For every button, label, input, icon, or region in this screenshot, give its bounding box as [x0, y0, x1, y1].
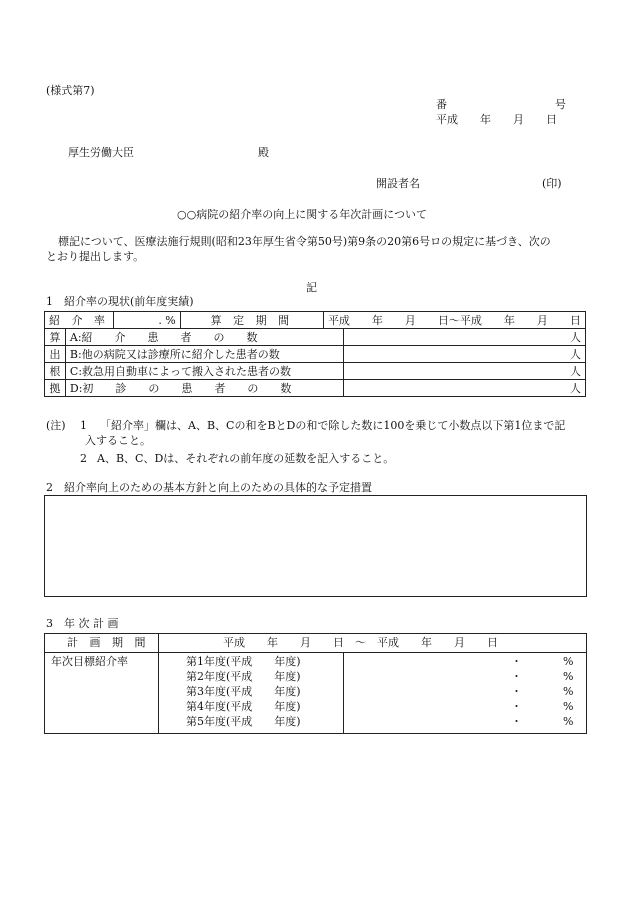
year-2-unit: %: [563, 670, 574, 683]
row-a-unit: 人: [344, 329, 586, 346]
row-b-label: B:他の病院又は診療所に紹介した患者の数: [65, 346, 343, 363]
row-c-unit: 人: [344, 363, 586, 380]
form-number: (様式第7): [46, 84, 95, 97]
plan-period-label: 計 画 期 間: [67, 636, 150, 649]
row-b-unit: 人: [344, 346, 586, 363]
founder-label: 開設者名: [376, 177, 420, 190]
number-suffix: 号: [555, 98, 566, 111]
year-2-dot: ・: [511, 670, 522, 683]
basis-char: 算: [45, 329, 66, 346]
year-4-label: 第4年度(平成 年度): [186, 700, 301, 713]
year-1-label: 第1年度(平成 年度): [186, 655, 301, 668]
year-5-label: 第5年度(平成 年度): [186, 715, 301, 728]
number-label: 番: [436, 98, 447, 111]
seal-mark: (印): [542, 177, 562, 190]
row-d-label: D:初 診 の 患 者 の 数: [65, 380, 343, 397]
year-1-dot: ・: [511, 655, 522, 668]
rate-value: . %: [114, 312, 181, 329]
ki-heading: 記: [306, 281, 317, 294]
annual-plan-table: [44, 633, 587, 734]
intro-line-1: 標記について、医療法施行規則(昭和23年厚生省令第50号)第9条の20第6号ロの規定に基づき、次の: [58, 235, 551, 248]
current-rate-table: [44, 311, 586, 397]
section3-heading: 3 年 次 計 画: [46, 617, 119, 630]
basis-char: 根: [45, 363, 66, 380]
section1-heading: 1 紹介率の現状(前年度実績): [46, 295, 194, 308]
year-5-unit: %: [563, 715, 574, 728]
addressee-name: 厚生労働大臣: [68, 146, 134, 159]
year-4-unit: %: [563, 700, 574, 713]
year-2-label: 第2年度(平成 年度): [186, 670, 301, 683]
year-3-dot: ・: [511, 685, 522, 698]
note-1-line-2: 入すること。: [85, 434, 151, 447]
notes-prefix: (注): [46, 419, 66, 432]
note-1-num: 1: [80, 419, 87, 432]
plan-period-value: 平成 年 月 日 〜 平成 年 月 日: [223, 636, 498, 649]
year-1-unit: %: [563, 655, 574, 668]
note-2-num: 2: [80, 452, 87, 465]
row-d-unit: 人: [344, 380, 586, 397]
year-3-unit: %: [563, 685, 574, 698]
rate-label: 紹 介 率: [45, 312, 114, 329]
date-line: 平成 年 月 日: [436, 113, 557, 126]
row-c-label: C:救急用自動車によって搬入された患者の数: [65, 363, 343, 380]
document-title: ○○病院の紹介率の向上に関する年次計画について: [177, 208, 427, 221]
intro-line-2: とおり提出します。: [46, 250, 145, 263]
note-2-line-1: A、B、C、Dは、それぞれの前年度の延数を記入すること。: [97, 452, 395, 465]
year-4-dot: ・: [511, 700, 522, 713]
section2-heading: 2 紹介率向上のための基本方針と向上のための具体的な予定措置: [46, 481, 372, 494]
basis-char: 拠: [45, 380, 66, 397]
year-5-dot: ・: [511, 715, 522, 728]
target-rate-label: 年次目標紹介率: [51, 655, 128, 668]
period-label: 算 定 期 間: [180, 312, 323, 329]
year-3-label: 第3年度(平成 年度): [186, 685, 301, 698]
addressee-honorific: 殿: [258, 146, 269, 159]
period-value: 平成 年 月 日〜平成 年 月 日: [323, 312, 585, 329]
note-1-line-1: 「紹介率」欄は、A、B、Cの和をBとDの和で除した数に100を乗じて小数点以下第1位まで記: [100, 419, 566, 432]
measures-text-area[interactable]: [44, 495, 587, 597]
row-a-label: A:紹 介 患 者 の 数: [65, 329, 343, 346]
basis-char: 出: [45, 346, 66, 363]
